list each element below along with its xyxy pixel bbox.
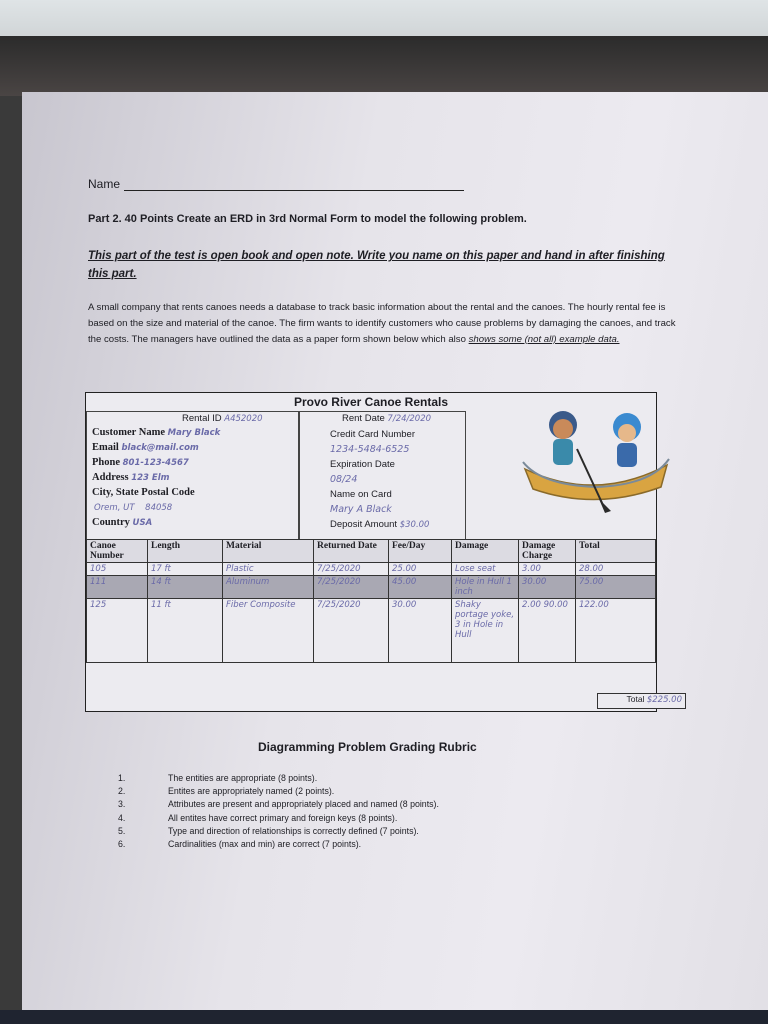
table-cell: 30.00	[389, 599, 452, 663]
country-value: USA	[132, 518, 153, 528]
rental-id-label: Rental ID	[182, 413, 222, 424]
country-field	[92, 517, 152, 528]
column-header: Total	[576, 540, 656, 563]
address-field	[92, 472, 169, 483]
rubric-number: 1.	[118, 773, 126, 783]
bottom-edge	[0, 1010, 768, 1024]
table-cell: Lose seat	[452, 563, 519, 576]
deposit-value: $30.00	[399, 520, 430, 530]
table-cell: 14 ft	[148, 576, 223, 599]
rentals-table	[86, 539, 656, 663]
list-item	[118, 785, 439, 798]
table-cell: 7/25/2020	[314, 563, 389, 576]
expiration-label: Expiration Date	[330, 459, 395, 470]
table-cell: 11 ft	[148, 599, 223, 663]
name-line	[124, 178, 464, 191]
email-field	[92, 442, 199, 453]
rental-id-value: A452020	[224, 414, 263, 424]
phone-label: Phone	[92, 457, 121, 468]
table-cell: 2.00 90.00	[519, 599, 576, 663]
address-value: 123 Elm	[131, 473, 170, 483]
table-header-row	[87, 540, 656, 563]
credit-card-label: Credit Card Number	[330, 429, 415, 440]
table-cell: Hole in Hull 1 inch	[452, 576, 519, 599]
rubric-text: Type and direction of relationships is correctly defined (7 points).	[168, 825, 419, 836]
list-item	[118, 838, 439, 851]
column-header: Fee/Day	[389, 540, 452, 563]
total-value: $225.00	[646, 695, 682, 705]
name-row	[88, 177, 464, 191]
list-item	[118, 772, 439, 785]
table-cell: 105	[87, 563, 148, 576]
name-on-card-label: Name on Card	[330, 489, 392, 500]
total-label: Total	[626, 694, 645, 704]
table-cell: Plastic	[223, 563, 314, 576]
list-item	[118, 812, 439, 825]
list-item	[118, 798, 439, 811]
table-cell: 111	[87, 576, 148, 599]
table-row	[87, 563, 656, 576]
rent-date-label: Rent Date	[342, 413, 385, 424]
table-cell: 7/25/2020	[314, 576, 389, 599]
customer-name-field	[92, 427, 220, 438]
rubric-text: Entites are appropriately named (2 points).	[168, 786, 335, 797]
problem-text-underlined: shows some (not all) example data.	[468, 334, 620, 345]
column-header: Length	[148, 540, 223, 563]
part-heading: Part 2. 40 Points Create an ERD in 3rd Normal Form to model the following problem.	[88, 213, 527, 225]
table-cell: 7/25/2020	[314, 599, 389, 663]
name-on-card-value: Mary A Black	[330, 504, 392, 515]
table-cell: 30.00	[519, 576, 576, 599]
column-header: Material	[223, 540, 314, 563]
rubric-text: All entites have correct primary and foreign keys (8 points).	[168, 812, 398, 823]
deposit-field	[330, 519, 429, 530]
deposit-label: Deposit Amount	[330, 519, 398, 530]
instructions: This part of the test is open book and open note. Write you name on this paper and hand in after finishing this part.	[88, 250, 665, 280]
problem-paragraph	[88, 300, 688, 348]
table-cell: Shaky portage yoke, 3 in Hole in Hull	[452, 599, 519, 663]
table-cell: 25.00	[389, 563, 452, 576]
customer-name-label: Customer Name	[92, 427, 165, 438]
rubric-text: Attributes are present and appropriately placed and named (8 points).	[168, 799, 439, 810]
canoe-illustration	[521, 407, 671, 517]
table-cell: 28.00	[576, 563, 656, 576]
expiration-value: 08/24	[330, 474, 358, 485]
table-cell: Aluminum	[223, 576, 314, 599]
table-row	[87, 576, 656, 599]
city-state-value: Orem, UT	[94, 503, 135, 513]
city-state-values	[94, 502, 172, 513]
rent-date-value: 7/24/2020	[387, 414, 432, 424]
address-label: Address	[92, 472, 129, 483]
name-label: Name	[88, 177, 121, 191]
table-cell: 3.00	[519, 563, 576, 576]
total-box	[597, 693, 686, 709]
phone-field	[92, 457, 189, 468]
table-row	[87, 599, 656, 663]
city-state-label: City, State Postal Code	[92, 487, 195, 498]
column-header: Canoe Number	[87, 540, 148, 563]
customer-name-value: Mary Black	[167, 428, 221, 438]
problem-text: A small company that rents canoes needs a database to track basic information about the rental and the canoes. The hourly rental fee is based on the size and material of the canoe. The firm wants to identify customers who cause problems by damaging the canoes, and track the costs. The managers have outlined the data as a paper form shown below which also	[88, 302, 676, 345]
monitor-edge	[0, 36, 768, 96]
rental-form	[85, 392, 682, 712]
postal-code-value: 84058	[145, 503, 173, 513]
table-cell: 125	[87, 599, 148, 663]
rubric-number: 5.	[118, 825, 126, 836]
email-value: black@mail.com	[121, 443, 199, 453]
table-cell: 75.00	[576, 576, 656, 599]
credit-card-value: 1234-5484-6525	[330, 444, 410, 455]
rubric-number: 2.	[118, 786, 126, 797]
column-header: Damage	[452, 540, 519, 563]
column-header: Returned Date	[314, 540, 389, 563]
phone-value: 801-123-4567	[122, 458, 189, 468]
column-header: Damage Charge	[519, 540, 576, 563]
rubric-number: 4.	[118, 812, 126, 823]
table-cell: 45.00	[389, 576, 452, 599]
rubric-text: The entities are appropriate (8 points).	[168, 773, 318, 783]
exam-paper	[22, 92, 768, 1012]
rent-date-field	[342, 413, 431, 424]
rubric-text: Cardinalities (max and min) are correct (7 points).	[168, 839, 362, 850]
rubric-title: Diagramming Problem Grading Rubric	[258, 740, 477, 754]
form-title: Provo River Canoe Rentals	[293, 395, 449, 409]
table-cell: 17 ft	[148, 563, 223, 576]
list-item	[118, 825, 439, 838]
country-label: Country	[92, 517, 130, 528]
table-cell: Fiber Composite	[223, 599, 314, 663]
rubric-number: 3.	[118, 799, 126, 810]
background-wall	[0, 0, 768, 40]
rubric-list	[118, 772, 439, 851]
table-cell: 122.00	[576, 599, 656, 663]
rubric-number: 6.	[118, 839, 126, 850]
email-label: Email	[92, 442, 119, 453]
rental-id-field	[182, 413, 263, 424]
